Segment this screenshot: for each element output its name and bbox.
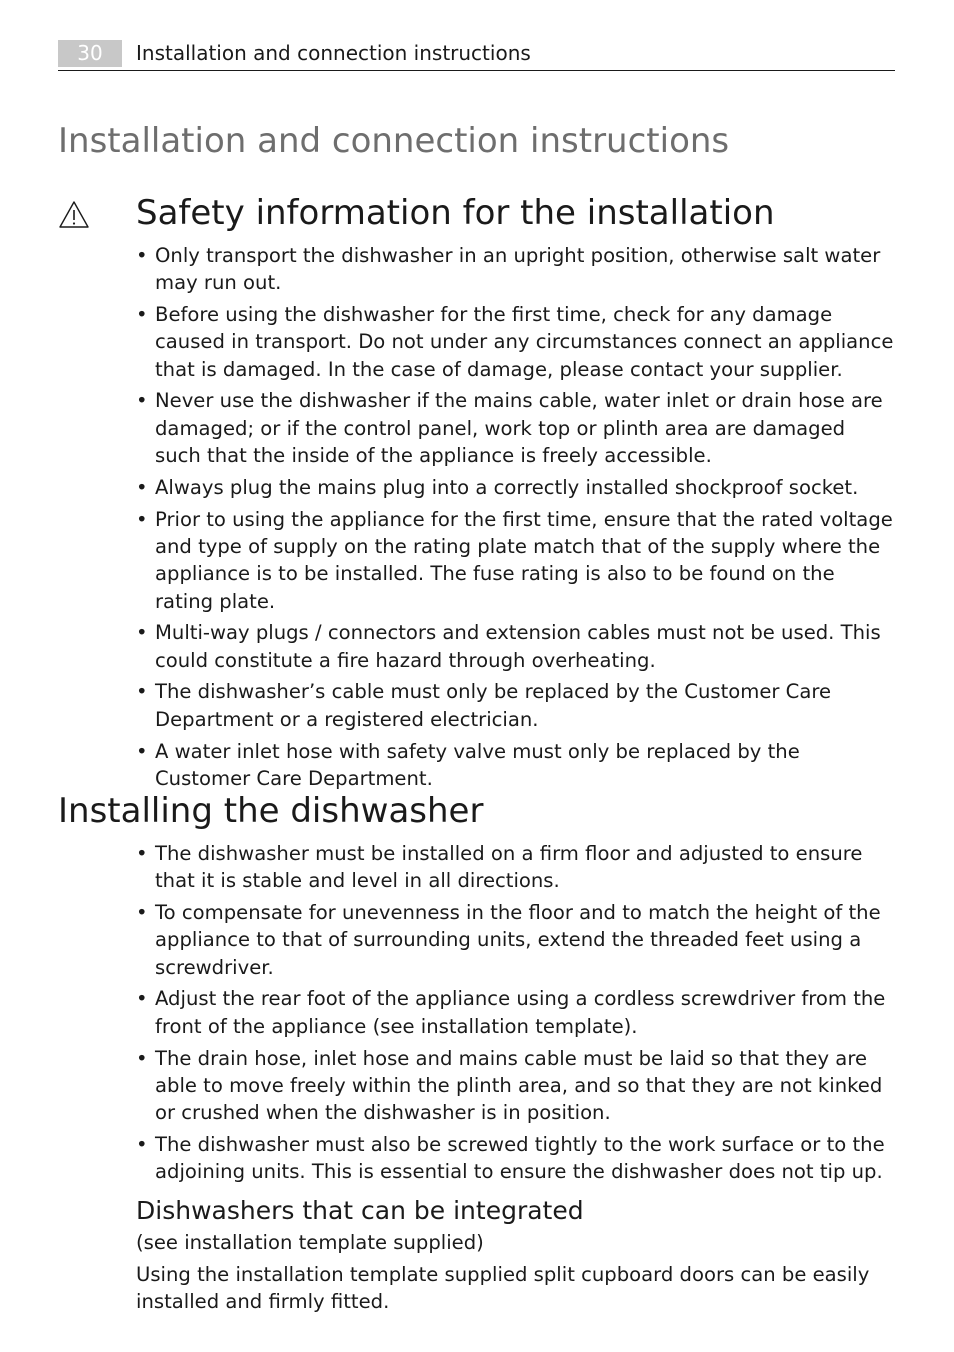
installing-list (58, 840, 895, 1186)
integrated-subsection (136, 1194, 895, 1316)
integrated-body: Using the installation template supplied split cupboard doors can be easily installed and firmly fitted. (136, 1262, 870, 1314)
main-title: Installation and connection instructions (58, 121, 730, 161)
page-header (58, 40, 895, 71)
safety-section (58, 190, 895, 797)
list-item: • Only transport the dishwasher in an upright position, otherwise salt water may run out. (136, 242, 895, 297)
safety-heading-row (58, 190, 895, 236)
running-title: Installation and connection instructions (136, 41, 531, 65)
page-number: 30 (58, 40, 122, 67)
integrated-note: (see installation template supplied) (136, 1230, 484, 1254)
safety-list (58, 242, 895, 792)
list-item: • Never use the dishwasher if the mains cable, water inlet or drain hose are damaged; or if the control panel, work top or plinth area are damaged such that the inside of the appliance is freely accessible. (136, 387, 895, 469)
installing-heading: Installing the dishwasher (58, 791, 484, 831)
installing-section (58, 788, 895, 1315)
list-item: • The dishwasher’s cable must only be replaced by the Customer Care Department or a registered electrician. (136, 678, 895, 733)
list-item: • Always plug the mains plug into a correctly installed shockproof socket. (136, 474, 895, 501)
list-item: • Adjust the rear foot of the appliance using a cordless screwdriver from the front of the appliance (see installation template). (136, 985, 895, 1040)
list-item: • Multi-way plugs / connectors and extension cables must not be used. This could constitute a fire hazard through overheating. (136, 619, 895, 674)
list-item: • The dishwasher must also be screwed tightly to the work surface or to the adjoining units. This is essential to ensure the dishwasher does not tip up. (136, 1131, 895, 1186)
integrated-heading: Dishwashers that can be integrated (136, 1195, 584, 1225)
list-item: • Before using the dishwasher for the first time, check for any damage caused in transport. Do not under any circumstances connect an appliance that is damaged. In the case of damage, please contact your supplier. (136, 301, 895, 383)
list-item: • Prior to using the appliance for the first time, ensure that the rated voltage and type of supply on the rating plate match that of the supply where the appliance is to be installed. The fuse rating is also to be found on the rating plate. (136, 506, 895, 615)
safety-heading: Safety information for the installation (136, 193, 775, 233)
list-item: • The drain hose, inlet hose and mains cable must be laid so that they are able to move freely within the plinth area, and so that they are not kinked or crushed when the dishwasher is in position. (136, 1045, 895, 1127)
list-item: • The dishwasher must be installed on a firm floor and adjusted to ensure that it is stable and level in all directions. (136, 840, 895, 895)
list-item: • To compensate for unevenness in the floor and to match the height of the appliance to that of surrounding units, extend the threaded feet using a screwdriver. (136, 899, 895, 981)
list-item: • A water inlet hose with safety valve must only be replaced by the Customer Care Department. (136, 738, 895, 793)
warning-triangle-icon (58, 200, 90, 229)
